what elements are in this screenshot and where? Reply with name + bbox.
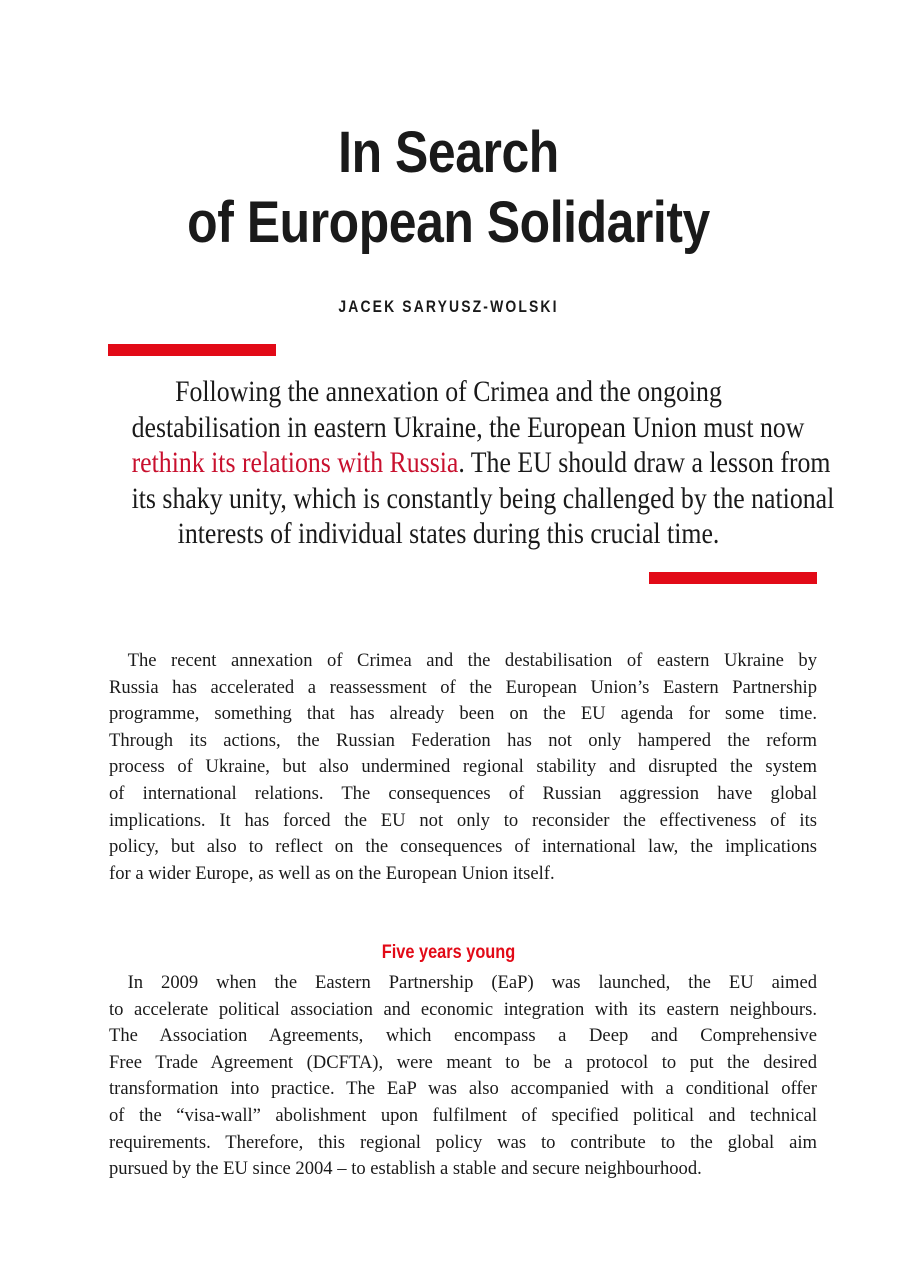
article-title: [63, 118, 834, 258]
lead-line-4: its shaky unity, which is constantly being challenged by the national: [131, 481, 835, 515]
title-line-1: In Search: [338, 120, 559, 185]
lead-line-1: Following the annexation of Crimea and the ongoing: [175, 375, 722, 408]
body-line: In 2009 when the Eastern Partnership (EaP) was launched, the EU aimed: [109, 972, 817, 993]
body-line: policy, but also to reflect on the consequences of international law, the implications: [109, 836, 817, 858]
body-line: requirements. Therefore, this regional policy was to contribute to the global aim: [109, 1131, 817, 1153]
body-line: Through its actions, the Russian Federation has not only hampered the reform: [109, 729, 817, 751]
body-line: transformation into practice. The EaP was also accompanied with a conditional offer: [109, 1078, 817, 1100]
section-subheading: Five years young: [381, 941, 516, 963]
lead-line-2: destabilisation in eastern Ukraine, the European Union must now: [131, 410, 805, 444]
body-line: programme, something that has already been on the EU agenda for some time.: [109, 703, 817, 725]
body-line: Free Trade Agreement (DCFTA), were meant to be a protocol to put the desired: [109, 1051, 817, 1073]
body-line: to accelerate political association and economic integration with its eastern neighbours.: [109, 998, 817, 1020]
body-line: implications. It has forced the EU not only to reconsider the effectiveness of its: [109, 809, 817, 831]
body-line: The Association Agreements, which encompass a Deep and Comprehensive: [109, 1025, 817, 1047]
lead-highlight: rethink its relations with Russia: [131, 446, 459, 479]
body-line: process of Ukraine, but also undermined regional stability and disrupted the system: [109, 756, 817, 778]
decorative-red-bar-top: [108, 344, 276, 356]
lead-line-3-rest: . The EU should draw a lesson from: [458, 446, 831, 479]
author-name: JACEK SARYUSZ-WOLSKI: [338, 297, 559, 316]
body-line: for a wider Europe, as well as on the European Union itself.: [109, 862, 555, 884]
body-line: Russia has accelerated a reassessment of the European Union’s Eastern Partnership: [109, 676, 817, 698]
body-line: of the “visa-wall” abolishment upon fulfilment of specified political and technical: [109, 1104, 817, 1126]
lead-line-3: [131, 445, 831, 481]
body-line: pursued by the EU since 2004 – to establish a stable and secure neighbourhood.: [109, 1158, 702, 1180]
body-paragraph-1: [109, 648, 817, 887]
body-line: of international relations. The consequences of Russian aggression have global: [109, 782, 817, 804]
lead-paragraph: [131, 374, 835, 552]
body-line: The recent annexation of Crimea and the destabilisation of eastern Ukraine by: [109, 650, 817, 671]
decorative-red-bar-bottom: [649, 572, 817, 584]
body-paragraph-2: [109, 970, 817, 1183]
lead-line-5: interests of individual states during this crucial time.: [177, 517, 720, 550]
title-line-2: of European Solidarity: [187, 190, 710, 255]
